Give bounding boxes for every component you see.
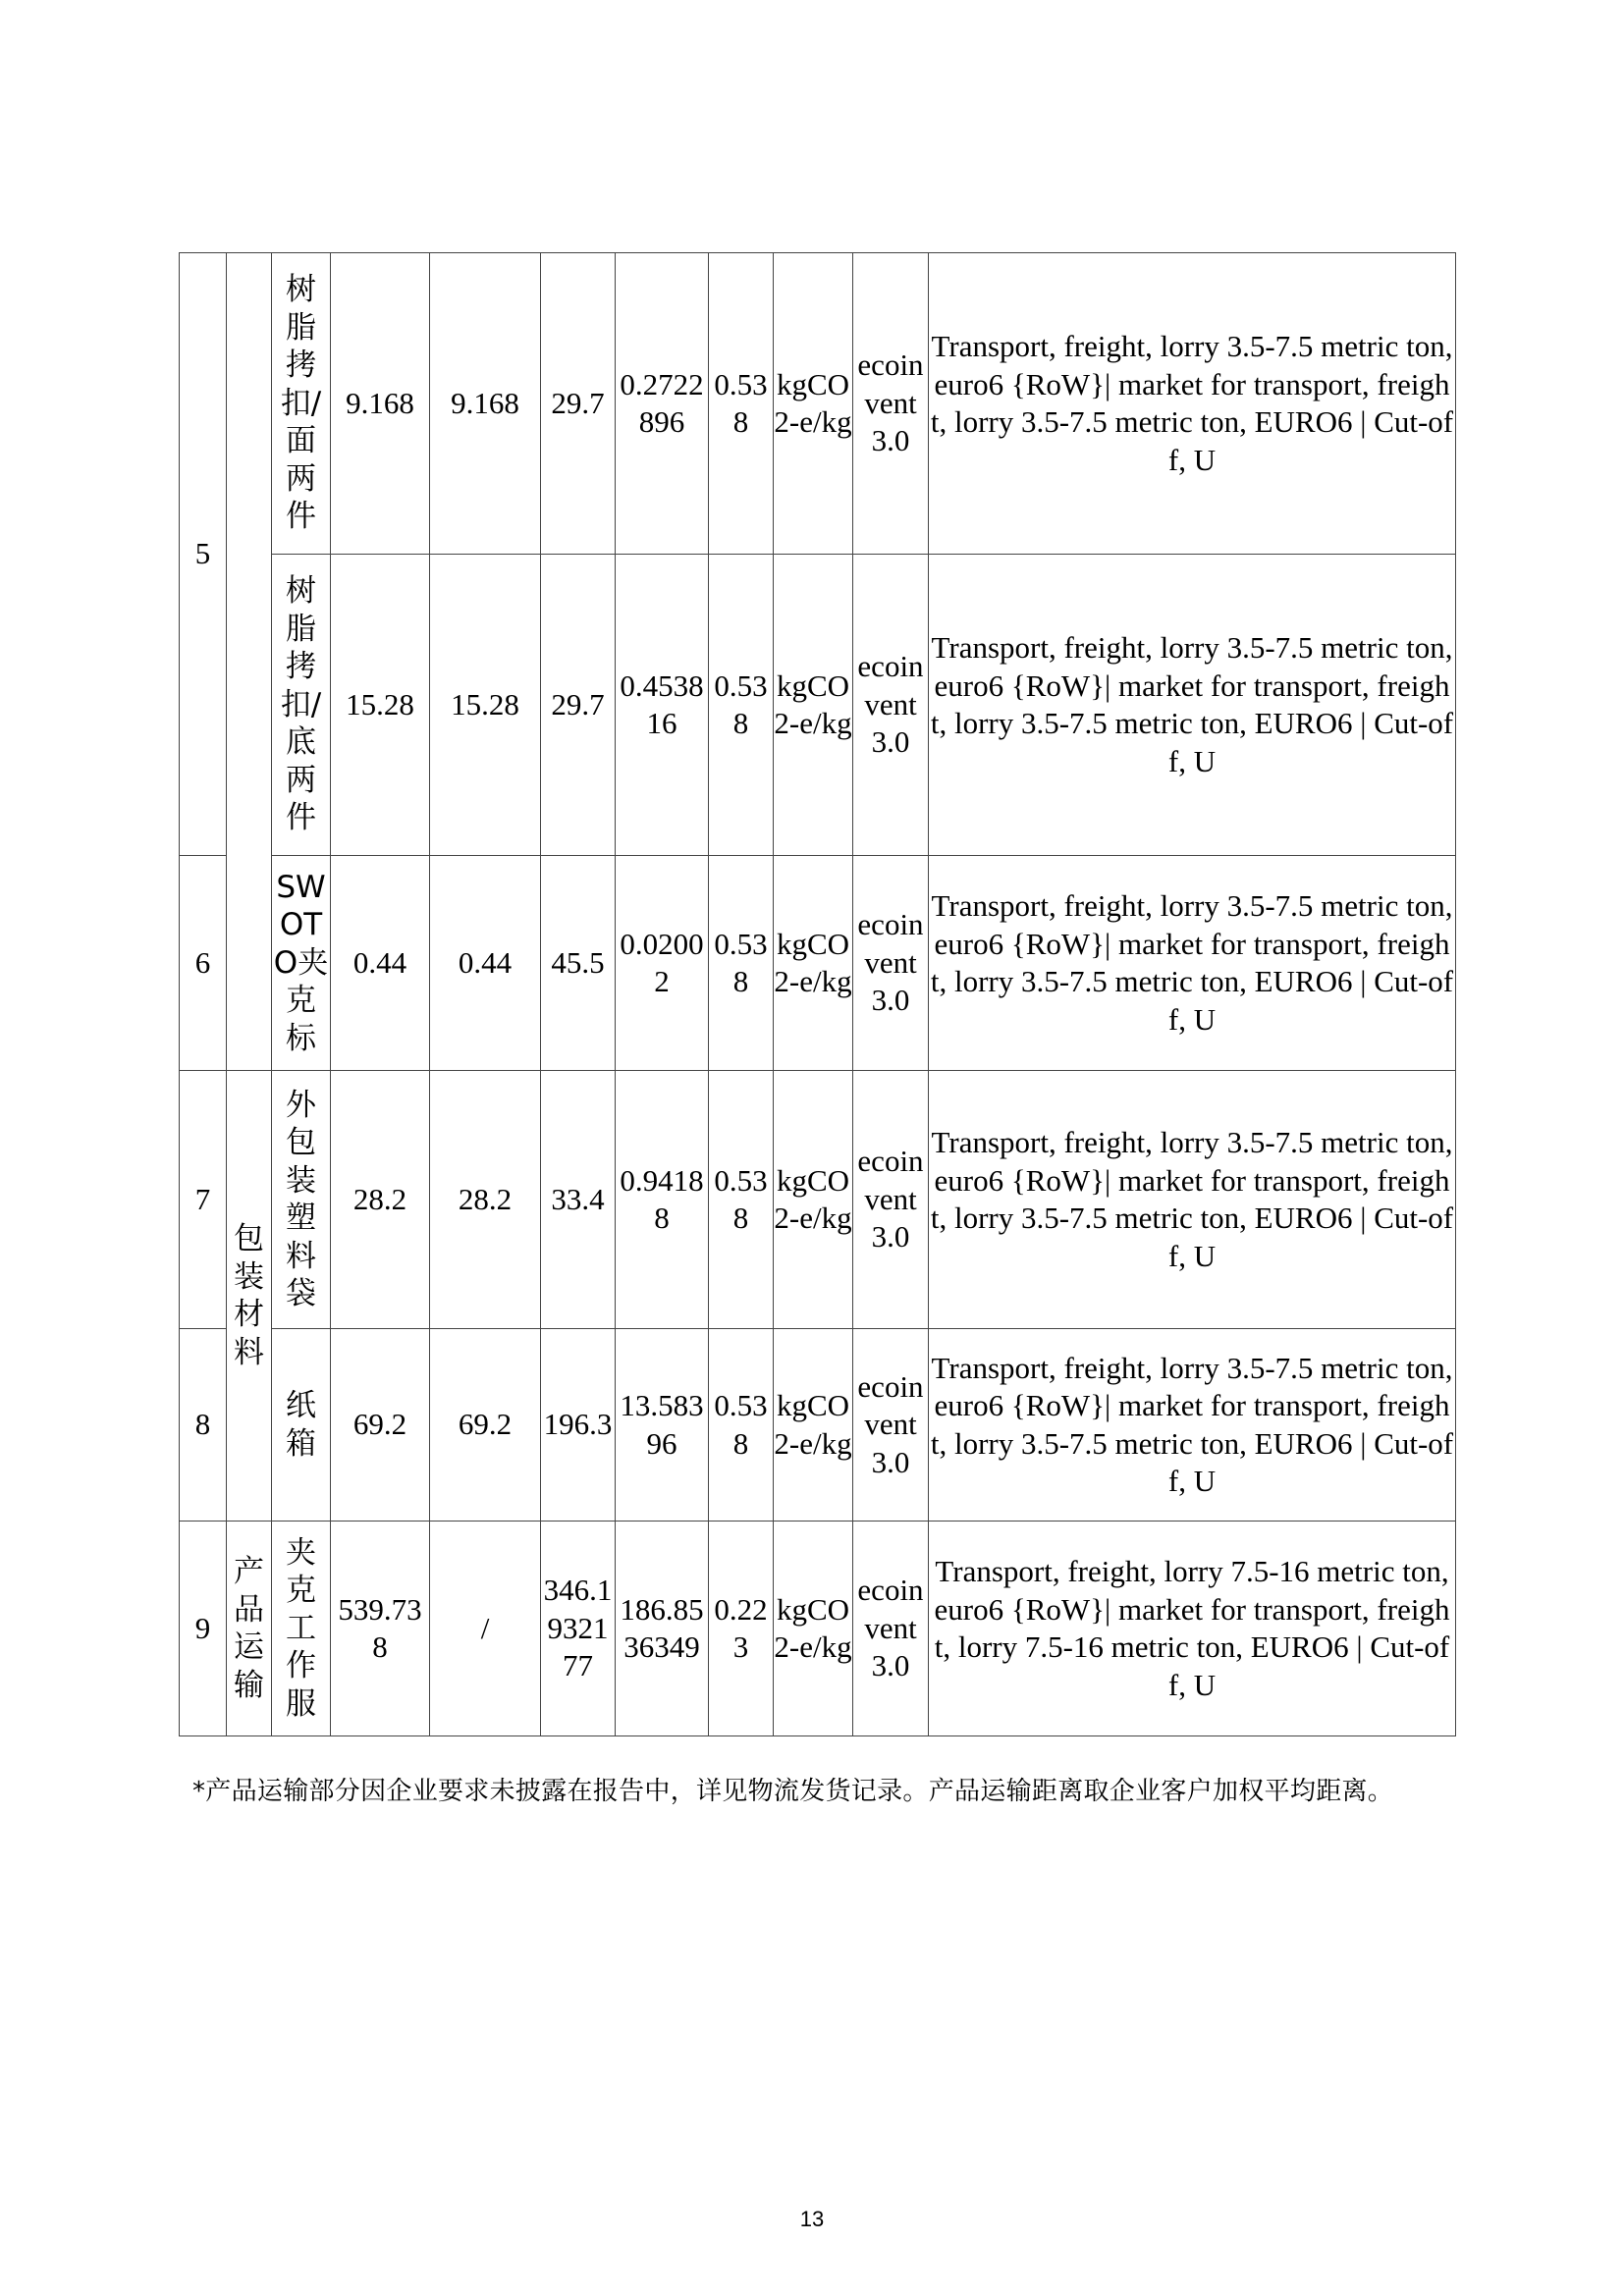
weight-cell: 9.168	[331, 253, 430, 555]
material-name: 夹克工作服	[272, 1522, 331, 1736]
weight-cell: 15.28	[331, 555, 430, 856]
transport-amount-cell: 0.02002	[616, 856, 709, 1071]
database-cell: ecoinvent3.0	[853, 1522, 929, 1736]
material-name: 树脂拷扣/面两件	[272, 253, 331, 555]
table-row	[180, 555, 1456, 856]
weight2-cell: /	[430, 1522, 541, 1736]
distance-cell: 33.4	[541, 1071, 616, 1329]
unit-cell: kgCO2-e/kg	[774, 1071, 853, 1329]
row-number: 7	[180, 1071, 227, 1329]
page-number: 13	[799, 2207, 825, 2231]
weight-cell: 539.738	[331, 1522, 430, 1736]
table-row	[180, 1071, 1456, 1329]
unit-cell: kgCO2-e/kg	[774, 1522, 853, 1736]
database-cell: ecoinvent3.0	[853, 1329, 929, 1522]
transport-amount-cell: 186.8536349	[616, 1522, 709, 1736]
database-cell: ecoinvent3.0	[853, 856, 929, 1071]
table-row	[180, 856, 1456, 1071]
emission-factor-cell: 0.538	[709, 555, 774, 856]
material-name: 树脂拷扣/底两件	[272, 555, 331, 856]
transport-amount-cell: 0.2722896	[616, 253, 709, 555]
database-cell: ecoinvent3.0	[853, 555, 929, 856]
dataset-cell: Transport, freight, lorry 3.5-7.5 metric ton, euro6 {RoW}| market for transport, freight, lorry 3.5-7.5 metric ton, EURO6 | Cut-off, U	[929, 1071, 1456, 1329]
category-cell: 包装材料	[227, 1071, 272, 1522]
footnote: *产品运输部分因企业要求未披露在报告中，详见物流发货记录。产品运输距离取企业客户加权平均距离。	[192, 1777, 1394, 1806]
category-cell: 产品运输	[227, 1522, 272, 1736]
weight2-cell: 0.44	[430, 856, 541, 1071]
weight-cell: 0.44	[331, 856, 430, 1071]
weight-cell: 28.2	[331, 1071, 430, 1329]
table-row	[180, 253, 1456, 555]
emission-factor-cell: 0.538	[709, 1071, 774, 1329]
transport-data-table	[179, 252, 1456, 1736]
distance-cell: 196.3	[541, 1329, 616, 1522]
material-name: 外包装塑料袋	[272, 1071, 331, 1329]
row-number: 9	[180, 1522, 227, 1736]
weight2-cell: 28.2	[430, 1071, 541, 1329]
material-name: SWOTO夹克标	[272, 856, 331, 1071]
dataset-cell: Transport, freight, lorry 7.5-16 metric ton, euro6 {RoW}| market for transport, freight, lorry 7.5-16 metric ton, EURO6 | Cut-off, U	[929, 1522, 1456, 1736]
emission-factor-cell: 0.223	[709, 1522, 774, 1736]
distance-cell: 346.1932177	[541, 1522, 616, 1736]
transport-amount-cell: 0.453816	[616, 555, 709, 856]
unit-cell: kgCO2-e/kg	[774, 555, 853, 856]
weight-cell: 69.2	[331, 1329, 430, 1522]
unit-cell: kgCO2-e/kg	[774, 856, 853, 1071]
emission-factor-cell: 0.538	[709, 253, 774, 555]
weight2-cell: 69.2	[430, 1329, 541, 1522]
table-row	[180, 1522, 1456, 1736]
row-number: 5	[180, 253, 227, 856]
distance-cell: 29.7	[541, 253, 616, 555]
dataset-cell: Transport, freight, lorry 3.5-7.5 metric ton, euro6 {RoW}| market for transport, freight, lorry 3.5-7.5 metric ton, EURO6 | Cut-off, U	[929, 555, 1456, 856]
weight2-cell: 15.28	[430, 555, 541, 856]
database-cell: ecoinvent3.0	[853, 253, 929, 555]
row-number: 8	[180, 1329, 227, 1522]
row-number: 6	[180, 856, 227, 1071]
distance-cell: 29.7	[541, 555, 616, 856]
material-name: 纸箱	[272, 1329, 331, 1522]
dataset-cell: Transport, freight, lorry 3.5-7.5 metric ton, euro6 {RoW}| market for transport, freight, lorry 3.5-7.5 metric ton, EURO6 | Cut-off, U	[929, 1329, 1456, 1522]
database-cell: ecoinvent3.0	[853, 1071, 929, 1329]
unit-cell: kgCO2-e/kg	[774, 1329, 853, 1522]
weight2-cell: 9.168	[430, 253, 541, 555]
transport-amount-cell: 0.94188	[616, 1071, 709, 1329]
dataset-cell: Transport, freight, lorry 3.5-7.5 metric ton, euro6 {RoW}| market for transport, freight, lorry 3.5-7.5 metric ton, EURO6 | Cut-off, U	[929, 856, 1456, 1071]
distance-cell: 45.5	[541, 856, 616, 1071]
emission-factor-cell: 0.538	[709, 1329, 774, 1522]
category-cell	[227, 253, 272, 1071]
transport-amount-cell: 13.58396	[616, 1329, 709, 1522]
dataset-cell: Transport, freight, lorry 3.5-7.5 metric ton, euro6 {RoW}| market for transport, freight, lorry 3.5-7.5 metric ton, EURO6 | Cut-off, U	[929, 253, 1456, 555]
table-row	[180, 1329, 1456, 1522]
emission-factor-cell: 0.538	[709, 856, 774, 1071]
unit-cell: kgCO2-e/kg	[774, 253, 853, 555]
